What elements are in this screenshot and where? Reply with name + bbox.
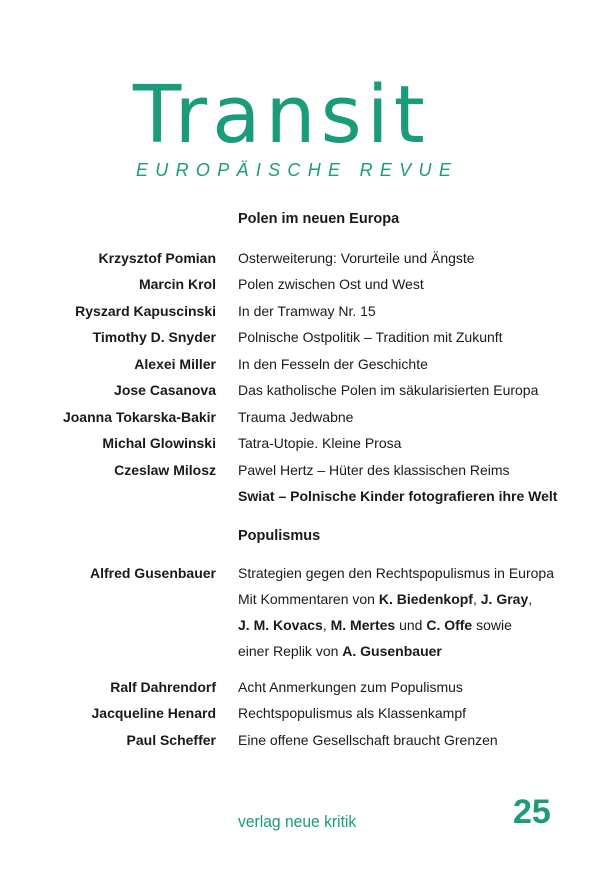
toc-entry [0, 273, 612, 295]
toc-entry [0, 676, 612, 698]
text: einer Replik von [238, 643, 343, 659]
transit-logo: Transit [133, 69, 430, 161]
toc-author: Jacqueline Henard [91, 705, 216, 721]
text: Mit Kommentaren von [238, 591, 379, 607]
section-title-polen: Polen im neuen Europa [238, 211, 400, 227]
toc-title: In der Tramway Nr. 15 [238, 303, 376, 319]
toc-entry [0, 247, 612, 269]
toc-title: Strategien gegen den Rechtspopulismus in Europa [238, 565, 554, 581]
toc-title: Osterweiterung: Vorurteile und Ängste [238, 250, 475, 266]
toc-author: Jose Casanova [114, 382, 216, 398]
toc-author: Paul Scheffer [126, 732, 216, 748]
commentator-name: C. Offe [426, 617, 473, 633]
issue-number: 25 [513, 793, 551, 831]
commentator-name: J. Gray [480, 591, 529, 607]
toc-commentary-line [238, 640, 442, 662]
toc-title: Acht Anmerkungen zum Populismus [238, 679, 463, 695]
toc-author: Ryszard Kapuscinski [75, 303, 216, 319]
toc-title: Das katholische Polen im säkularisierten Europa [238, 382, 539, 398]
text: , [472, 591, 481, 607]
section-title-populismus: Populismus [238, 528, 321, 544]
publisher-name: verlag neue kritik [238, 812, 357, 831]
toc-author: Ralf Dahrendorf [110, 679, 216, 695]
toc-entry [0, 300, 612, 322]
toc-title: In den Fesseln der Geschichte [238, 356, 428, 372]
toc-author: Michal Glowinski [102, 435, 216, 451]
text: , [528, 591, 533, 607]
text: und [395, 617, 427, 633]
toc-author: Timothy D. Snyder [92, 329, 216, 345]
commentator-name: A. Gusenbauer [342, 643, 442, 659]
toc-entry [0, 702, 612, 724]
commentator-name: M. Mertes [330, 617, 396, 633]
toc-entry [0, 326, 612, 348]
toc-entry [0, 353, 612, 375]
toc-entry-feature [0, 485, 612, 507]
toc-entry [0, 406, 612, 428]
toc-entry [0, 459, 612, 481]
toc-entry [0, 562, 612, 584]
toc-feature-title: Swiat – Polnische Kinder fotografieren ihre Welt [238, 488, 558, 504]
text: sowie [472, 617, 512, 633]
commentator-name: K. Biedenkopf [378, 591, 473, 607]
toc-title: Polnische Ostpolitik – Tradition mit Zukunft [238, 329, 503, 345]
toc-title: Polen zwischen Ost und West [238, 276, 424, 292]
text: , [322, 617, 331, 633]
toc-title: Eine offene Gesellschaft braucht Grenzen [238, 732, 498, 748]
toc-author: Alexei Miller [134, 356, 216, 372]
toc-author: Krzysztof Pomian [98, 250, 216, 266]
toc-entry [0, 379, 612, 401]
toc-author: Marcin Krol [138, 276, 216, 292]
toc-author: Czeslaw Milosz [114, 462, 216, 478]
toc-title: Trauma Jedwabne [238, 409, 354, 425]
toc-title: Tatra-Utopie. Kleine Prosa [238, 435, 402, 451]
toc-title: Rechtspopulismus als Klassenkampf [238, 705, 466, 721]
toc-commentary-line [238, 588, 532, 610]
toc-title: Pawel Hertz – Hüter des klassischen Reims [238, 462, 510, 478]
toc-entry [0, 432, 612, 454]
toc-commentary-line [238, 614, 512, 636]
toc-author: Joanna Tokarska-Bakir [62, 409, 216, 425]
toc-entry [0, 729, 612, 751]
toc-author: Alfred Gusenbauer [89, 565, 216, 581]
commentator-name: J. M. Kovacs [238, 617, 323, 633]
tagline: EUROPÄISCHE REVUE [136, 160, 459, 180]
